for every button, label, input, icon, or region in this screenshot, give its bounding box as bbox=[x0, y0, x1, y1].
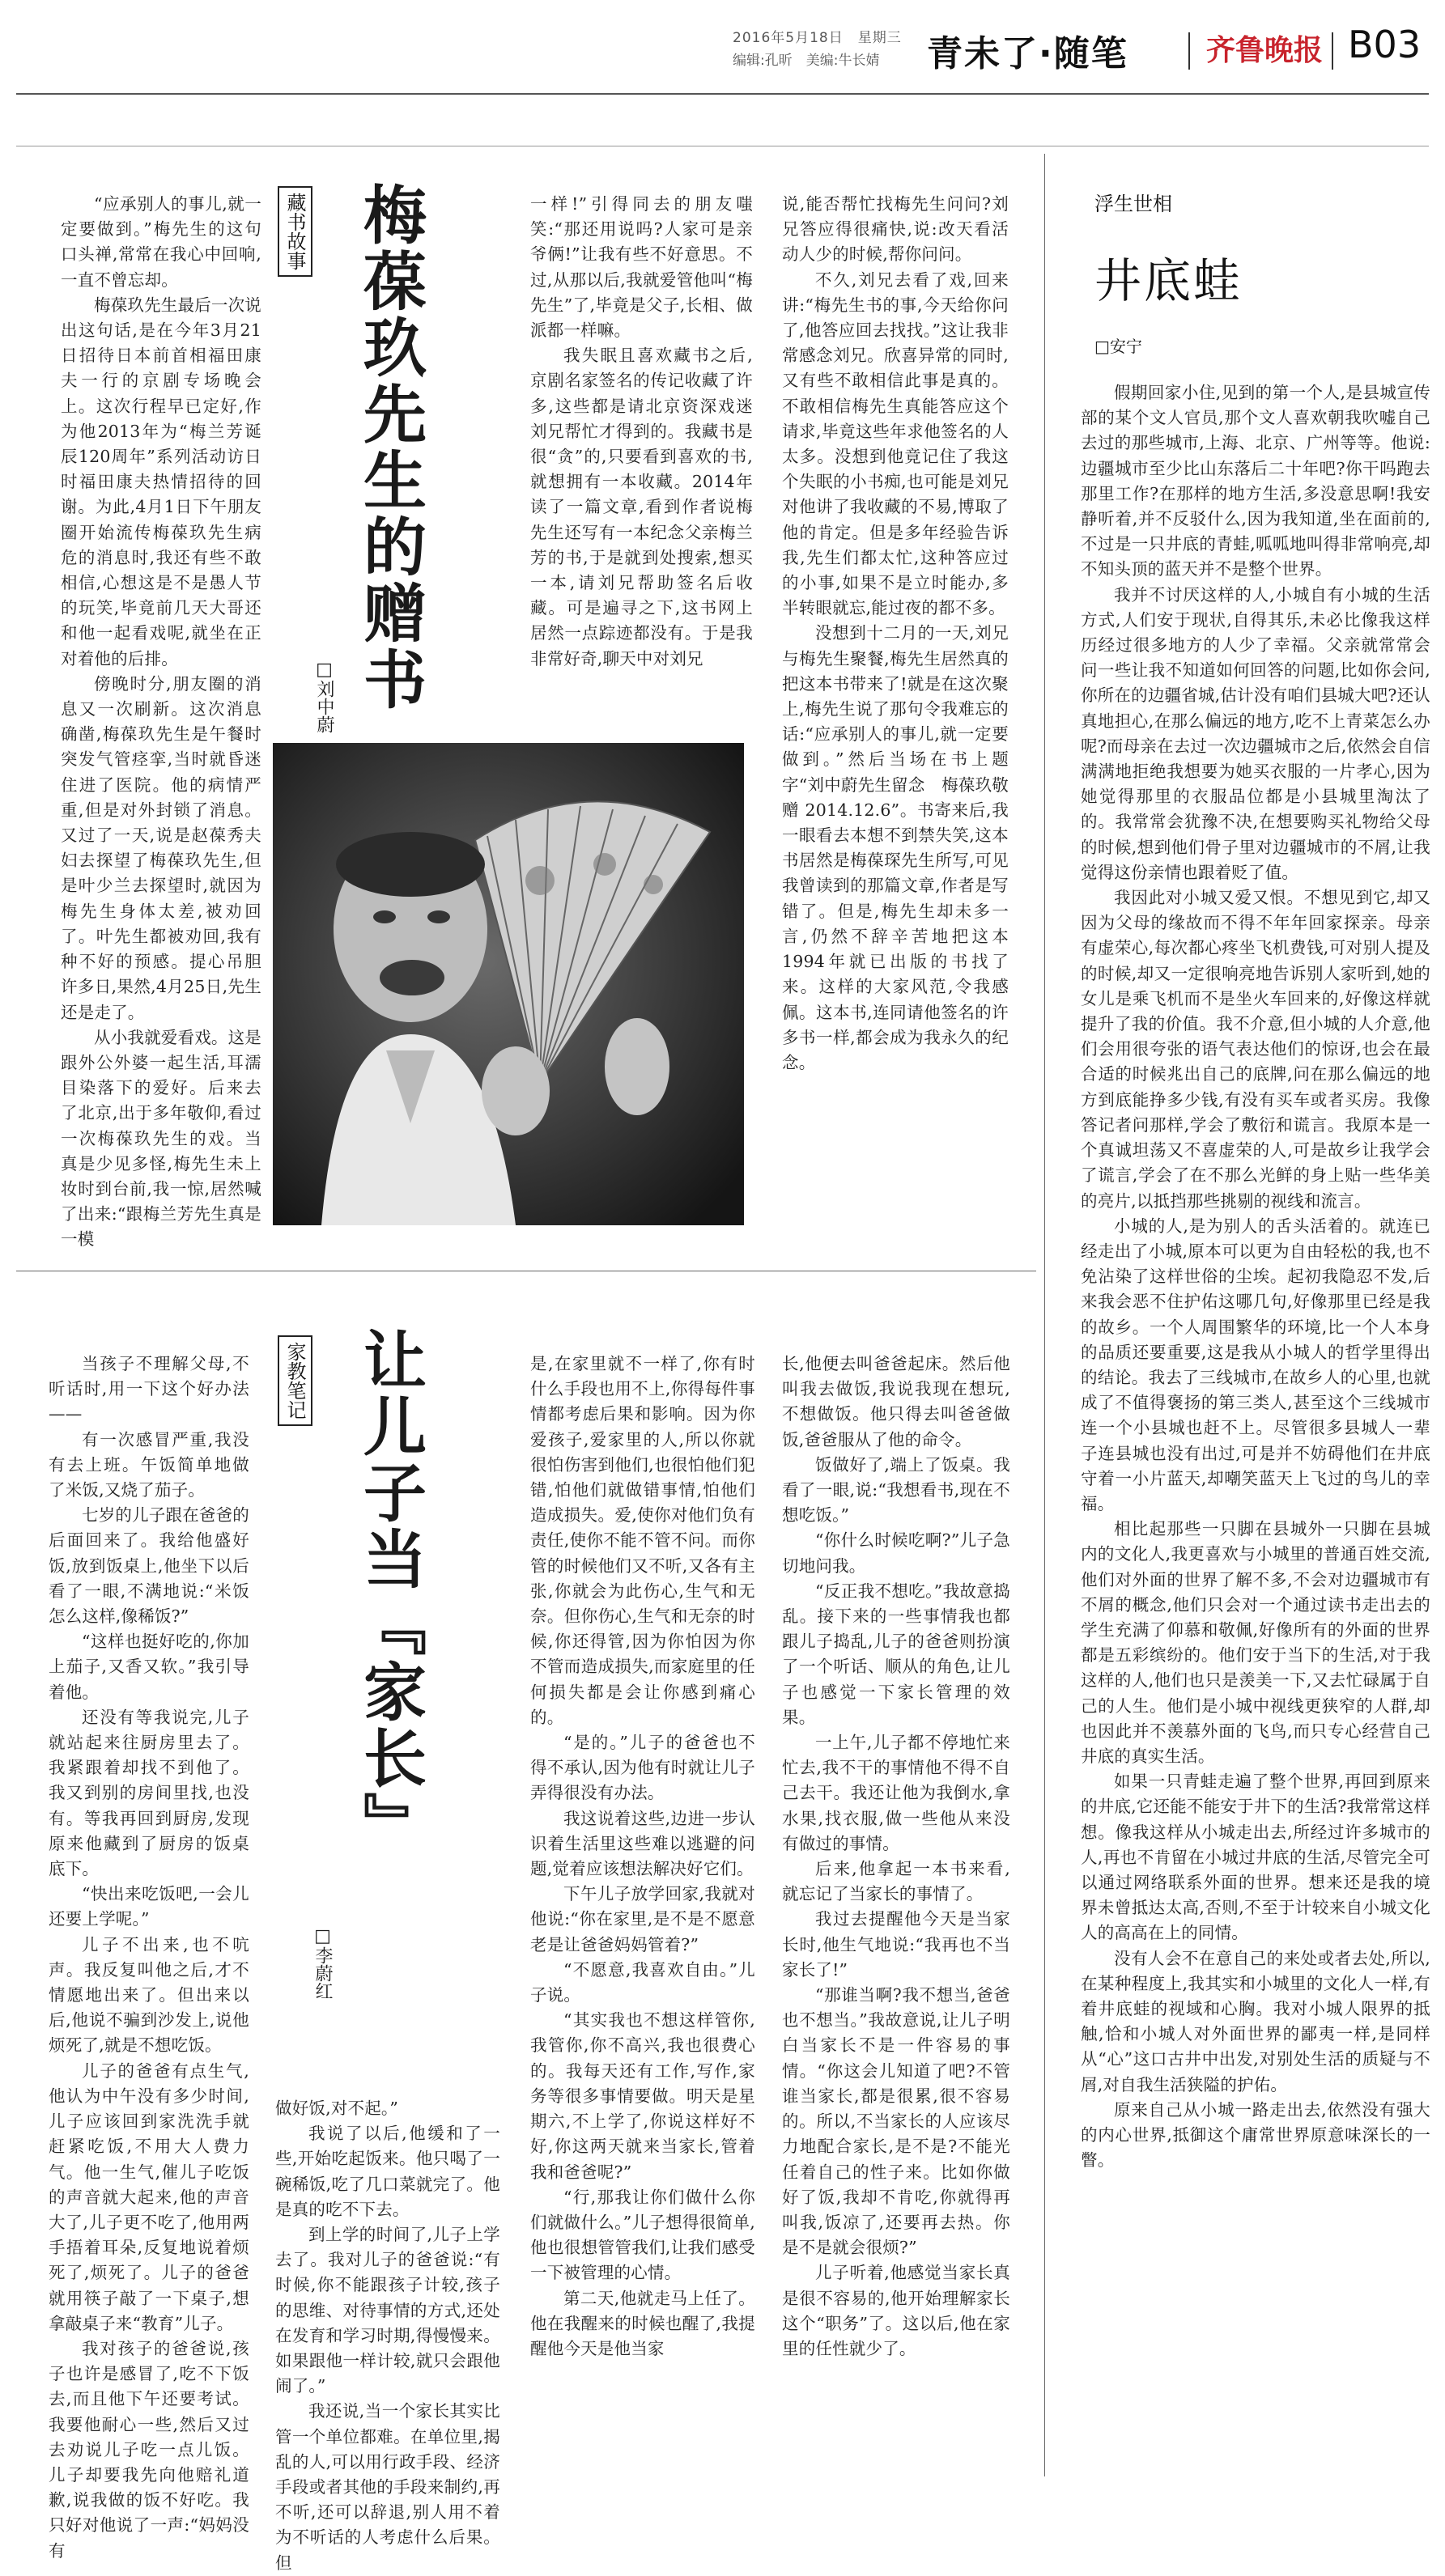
header-divider bbox=[1332, 32, 1333, 70]
article-body-column: 做好饭,对不起。” 我说了以后,他缓和了一些,开始吃起饭来。他只喝了一碗稀饭,吃了几口菜就完了。他是真的吃不下去。 到上学的时间了,儿子上学去了。我对儿子的爸爸说:“有时候,你不能跟孩子计较,孩子的思维、对待事情的方式,还处在发育和学习时期,得慢慢来。如果跟他一样计较,就只会跟他闹了。” 我还说,当一个家长其实比管一个单位都难。在单位里,揭乱的人,可以用行政手段、经济手段或者其他的手段来制约,再不听,还可以辞退,别人用不着为不听话的人考虑什么后果。但 bbox=[275, 2099, 500, 2573]
article-tag: 藏书故事 bbox=[278, 186, 312, 277]
article-body-column: 说,能否帮忙找梅先生问问?刘兄答应得很痛快,说:改天看活动人少的时候,帮你问问。 不久,刘兄去看了戏,回来讲:“梅先生书的事,今天给你问了,他答应回去找找。”这让我非常感念刘兄。欣喜异常的同时,又有些不敢相信此事是真的。不敢相信梅先生真能答应这个请求,毕竟这些年求他签名的人太多。没想到他竟记住了我这个失眠的小书痴,也可能是刘兄对他讲了我收藏的不易,博取了他的肯定。但是多年经验告诉我,先生们都太忙,这种答应过的小事,如果不是立时能办,多半转眼就忘,能过夜的都不多。 没想到十二月的一天,刘兄与梅先生聚餐,梅先生居然真的把这本书带来了!就是在这次聚上,梅先生说了那句令我难忘的话:“应承别人的事儿,就一定要做到。”然后当场在书上题字“刘中蔚先生留念 梅葆玖敬赠 2014.12.6”。书寄来后,我一眼看去本想不到禁失笑,这本书居然是梅葆琛先生所写,可见我曾读到的那篇文章,作者是写错了。但是,梅先生却未多一言,仍然不辞辛苦地把这本1994年就已出版的书找了来。这样的大家风范,令我感佩。这本书,连同请他签名的许多书一样,都会成为我永久的纪念。 bbox=[782, 194, 1009, 1072]
article-tag: 浮生世相 bbox=[1094, 193, 1172, 215]
fan-holding-man-photo bbox=[273, 743, 744, 1225]
header-rule bbox=[16, 93, 1429, 95]
article-author: □刘中蔚 bbox=[314, 660, 334, 733]
article-body-column: “应承别人的事儿,就一定要做到。”梅先生的这句口头禅,常常在我心中回响,一直不曾忘却。 梅葆玖先生最后一次说出这句话,是在今年3月21日招待日本前首相福田康夫一行的京剧专场晚会上。这次行程早已定好,作为他2013年为“梅兰芳诞辰120周年”系列活动访日时福田康夫热情招待的回谢。为此,4月1日下午朋友圈开始流传梅葆玖先生病危的消息时,我还有些不敢相信,心想这是不是愚人节的玩笑,毕竟前几天大哥还和他一起看戏呢,就坐在正对着他的后排。 傍晚时分,朋友圈的消息又一次刷新。这次消息确凿,梅葆玖先生是午餐时突发气管痉挛,当时就昏迷住进了医院。他的病情严重,但是对外封锁了消息。又过了一天,说是赵葆秀夫妇去探望了梅葆玖先生,但是叶少兰去探望时,就因为梅先生身体太差,被劝回了。叶先生都被劝回,我有种不好的预感。提心吊胆许多日,果然,4月25日,先生还是走了。 从小我就爱看戏。这是跟外公外婆一起生活,耳濡目染落下的爱好。后来去了北京,出于多年敬仰,看过一次梅葆玖先生的戏。当真是少见多怪,梅先生未上妆时到台前,我一惊,居然喊了出来:“跟梅兰芳先生真是一模 bbox=[61, 194, 261, 1250]
article-title: 让儿子当『家长』 bbox=[353, 1327, 427, 1858]
article-tag: 家教笔记 bbox=[278, 1335, 312, 1426]
editor-credits: 编辑:孔昕 美编:牛长婧 bbox=[733, 53, 880, 69]
article-body-column: 是,在家里就不一样了,你有时什么手段也用不上,你得每件事情都考虑后果和影响。因为你爱孩子,爱家里的人,所以你就很怕伤害到他们,也很怕他们犯错,怕他们就做错事情,怕他们造成损失。爱,使你对他们负有责任,使你不能不管不问。而你管的时候他们又不听,又各有主张,你就会为此伤心,生气和无奈。但你伤心,生气和无奈的时候,你还得管,因为你怕因为你不管而造成损失,而家庭里的任何损失都是会让你感到痛心的。 “是的。”儿子的爸爸也不得不承认,因为他有时就让儿子弄得很没有办法。 我这说着这些,边进一步认识着生活里这些难以逃避的问题,觉着应该想法解决好它们。 下午儿子放学回家,我就对他说:“你在家里,是不是不愿意老是让爸爸妈妈管着?” “不愿意,我喜欢自由。”儿子说。 “其实我也不想这样管你,我管你,你不高兴,我也很费心的。我每天还有工作,写作,家务等很多事情要做。明天是星期六,不上学了,你说这样好不好,你这两天就来当家长,管着我和爸爸呢?” “行,那我让你们做什么你们就做什么。”儿子想得很简单,他也很想管管我们,让我们感受一下被管理的心情。 第二天,他就走马上任了。他在我醒来的时候也醒了,我提醒他今天是他当家 bbox=[530, 1354, 755, 2358]
article-author: □李蔚红 bbox=[312, 1926, 333, 2000]
article-body-column: 一样!”引得同去的朋友嗤笑:“那还用说吗?人家可是亲爷俩!”让我有些不好意思。不过,从那以后,我就爱管他叫“梅先生”了,毕竟是父子,长相、做派都一样嘛。 我失眠且喜欢藏书之后,京剧名家签名的传记收藏了许多,这些都是请北京资深戏迷刘兄帮忙才得到的。我藏书是很“贪”的,只要看到喜欢的书,就想拥有一本收藏。2014年读了一篇文章,看到作者说梅先生还写有一本纪念父亲梅兰芳的书,于是就到处搜索,想买一本,请刘兄帮助签名后收藏。可是遍寻之下,这书网上居然一点踪迹都没有。于是我非常好奇,聊天中对刘兄 bbox=[530, 194, 753, 668]
article-author: □安宁 bbox=[1094, 337, 1142, 356]
article-body-column: 当孩子不理解父母,不听话时,用一下这个好办法—— 有一次感冒严重,我没有去上班。午饭简单地做了米饭,又烧了茄子。 七岁的儿子跟在爸爸的后面回来了。我给他盛好饭,放到饭桌上,他坐下以后看了一眼,不满地说:“米饭怎么这样,像稀饭?” “这样也挺好吃的,你加上茄子,又香又软。”我引导着他。 还没有等我说完,儿子就站起来往厨房里去了。我紧跟着却找不到他了。我又到别的房间里找,也没有。等我再回到厨房,发现原来他藏到了厨房的饭桌底下。 “快出来吃饭吧,一会儿还要上学呢。” 儿子不出来,也不吭声。我反复叫他之后,才不情愿地出来了。但出来以后,他说不骗到沙发上,说他烦死了,就是不想吃饭。 儿子的爸爸有点生气,他认为中午没有多少时间,儿子应该回到家洗洗手就赶紧吃饭,不用大人费力气。他一生气,催儿子吃饭的声音就大起来,他的声音大了,儿子更不吃了,他用两手捂着耳朵,反复地说着烦死了,烦死了。儿子的爸爸就用筷子敲了一下桌子,想拿敲桌子来“教育”儿子。 我对孩子的爸爸说,孩子也许是感冒了,吃不下饭去,而且他下午还要考试。我要他耐心一些,然后又过去劝说儿子吃一点儿饭。儿子却要我先向他赔礼道歉,说我做的饭不好吃。我只好对他说了一声:“妈妈没有 bbox=[49, 1354, 249, 2561]
article-title: 梅葆玖先生的赠书 bbox=[353, 182, 427, 713]
column-separator bbox=[1044, 154, 1045, 2476]
article-body-column: 长,他便去叫爸爸起床。然后他叫我去做饭,我说我现在想玩,不想做饭。他只得去叫爸爸做饭,爸爸服从了他的命令。 饭做好了,端上了饭桌。我看了一眼,说:“我想看书,现在不想吃饭。” “你什么时候吃啊?”儿子急切地问我。 “反正我不想吃。”我故意捣乱。接下来的一些事情我也都跟儿子捣乱,儿子的爸爸则扮演了一个听话、顺从的角色,让儿子也感觉一下家长管理的效果。 一上午,儿子都不停地忙来忙去,我不干的事情他不得不自己去干。我还让他为我倒水,拿水果,找衣服,做一些他从来没有做过的事情。 后来,他拿起一本书来看,就忘记了当家长的事情了。 我过去提醒他今天是当家长时,他生气地说:“我再也不当家长了!” “那谁当啊?我不想当,爸爸也不想当。”我故意说,让儿子明白当家长不是一件容易的事情。“你这会儿知道了吧?不管谁当家长,都是很累,很不容易的。所以,不当家长的人应该尽力地配合家长,是不是?不能光任着自己的性子来。比如你做好了饭,我却不肯吃,你就得再叫我,饭凉了,还要再去热。你是不是就会很烦?” 儿子听着,他感觉当家长真是很不容易的,他开始理解家长这个“职务”了。这以后,他在家里的任性就少了。 bbox=[782, 1354, 1010, 2358]
issue-date: 2016年5月18日 星期三 bbox=[733, 30, 902, 46]
newspaper-logo: 齐鲁晚报 bbox=[1206, 33, 1324, 67]
fan-photo-illustration bbox=[273, 743, 744, 1225]
article-title: 井底蛙 bbox=[1094, 253, 1243, 308]
section-title: 青未了·随笔 bbox=[927, 33, 1128, 74]
article-body-column: 假期回家小住,见到的第一个人,是县城宣传部的某个文人官员,那个文人喜欢朝我吹嘘自己去过的那些城市,上海、北京、广州等等。他说:边疆城市至少比山东落后二十年吧?你干吗跑去那里工作?在那样的地方生活,多没意思啊!我安静听着,并不反驳什么,因为我知道,坐在面前的,不过是一只井底的青蛙,呱呱地叫得非常响亮,却不知头顶的蓝天并不是整个世界。 我并不讨厌这样的人,小城自有小城的生活方式,人们安于现状,自得其乐,未必比像我这样历经过很多地方的人少了幸福。父亲就常常会问一些让我不知道如何回答的问题,比如你会问,你所在的边疆省城,估计没有咱们县城大吧?还认真地担心,在那么偏远的地方,吃不上青菜怎么办呢?而母亲在去过一次边疆城市之后,依然会自信满满地拒绝我想要为她买衣服的一片孝心,因为她觉得那里的衣服品位都是小县城里淘汰了的。我常常会犹豫不决,在想要购买礼物给父母的时候,想到他们骨子里对边疆城市的不屑,让我觉得这份亲情也跟着贬了值。 我因此对小城又爱又恨。不想见到它,却又因为父母的缘故而不得不年年回家探亲。母亲有虚荣心,每次都心疼坐飞机费钱,可对别人提及的时候,却又一定很响亮地告诉别人家听到,她的女儿是乘飞机而不是坐火车回来的,好像这样就提升了我的价值。我不介意,但小城的人介意,他们会用很夸张的语气表达他们的惊讶,也会在最合适的时候兆出自己的底牌,问在那么偏远的地方到底能挣多少钱,有没有买车或者买房。我像答记者问那样,学会了敷衍和谎言。我原本是一个真诚坦荡又不喜虚荣的人,可是故乡让我学会了谎言,学会了在不那么光鲜的身上贴一些华美的亮片,以抵挡那些挑剔的视线和流言。 小城的人,是为别人的舌头活着的。就连已经走出了小城,原本可以更为自由轻松的我,也不免沾染了这样世俗的尘埃。起初我隐忍不发,后来我会恶不住护佑这哪几句,好像那里已经是我的故乡。一个人周围繁华的环境,比一个人本身的品质还要重要,这是我从小城人的哲学里得出的结论。我去了三线城市,在故乡人的心里,也就成了不值得褒扬的第三类人,甚至这个三线城市连一个小县城也赶不上。尽管很多县城人一辈子连县城也没有出过,可是并不妨碍他们在井底守着一小片蓝天,却嘲笑蓝天上飞过的鸟儿的幸福。 相比起那些一只脚在县城外一只脚在县城内的文化人,我更喜欢与小城里的普通百姓交流,他们对外面的世界了解不多,不会对边疆城市有不屑的概念,他们只会对一个通过读书走出去的学生充满了仰慕和敬佩,好像所有的外面的世界都是五彩缤纷的。他们安于当下的生活,对于我这样的人,他们也只是羡美一下,又去忙碌属于自己的人生。他们是小城中视线更狭窄的人群,却也因此并不羡慕外面的飞鸟,而只专心经营自己井底的真实生活。 如果一只青蛙走遍了整个世界,再回到原来的井底,它还能不能安于井下的生活?我常常这样想。像我这样从小城走出去,所经过许多城市的人,再也不肯留在小城过井底的生活,尽管完全可以通过网络联系外面的世界。想来还是我的境界未曾抵达太高,否则,不至于计较来自小城文化人的高高在上的同情。 没有人会不在意自己的来处或者去处,所以,在某种程度上,我其实和小城里的文化人一样,有着井底蛙的视域和心胸。我对小城人限界的抵触,恰和小城人对外面世界的鄙夷一样,是同样从“心”这口古井中出发,对别处生活的质疑与不屑,对自我生活狭隘的护佑。 原来自己从小城一路走出去,依然没有强大的内心世界,抵御这个庸常世界原意味深长的一瞥。 bbox=[1081, 383, 1430, 2171]
page-number: B03 bbox=[1348, 23, 1422, 66]
header-divider bbox=[1188, 32, 1190, 70]
